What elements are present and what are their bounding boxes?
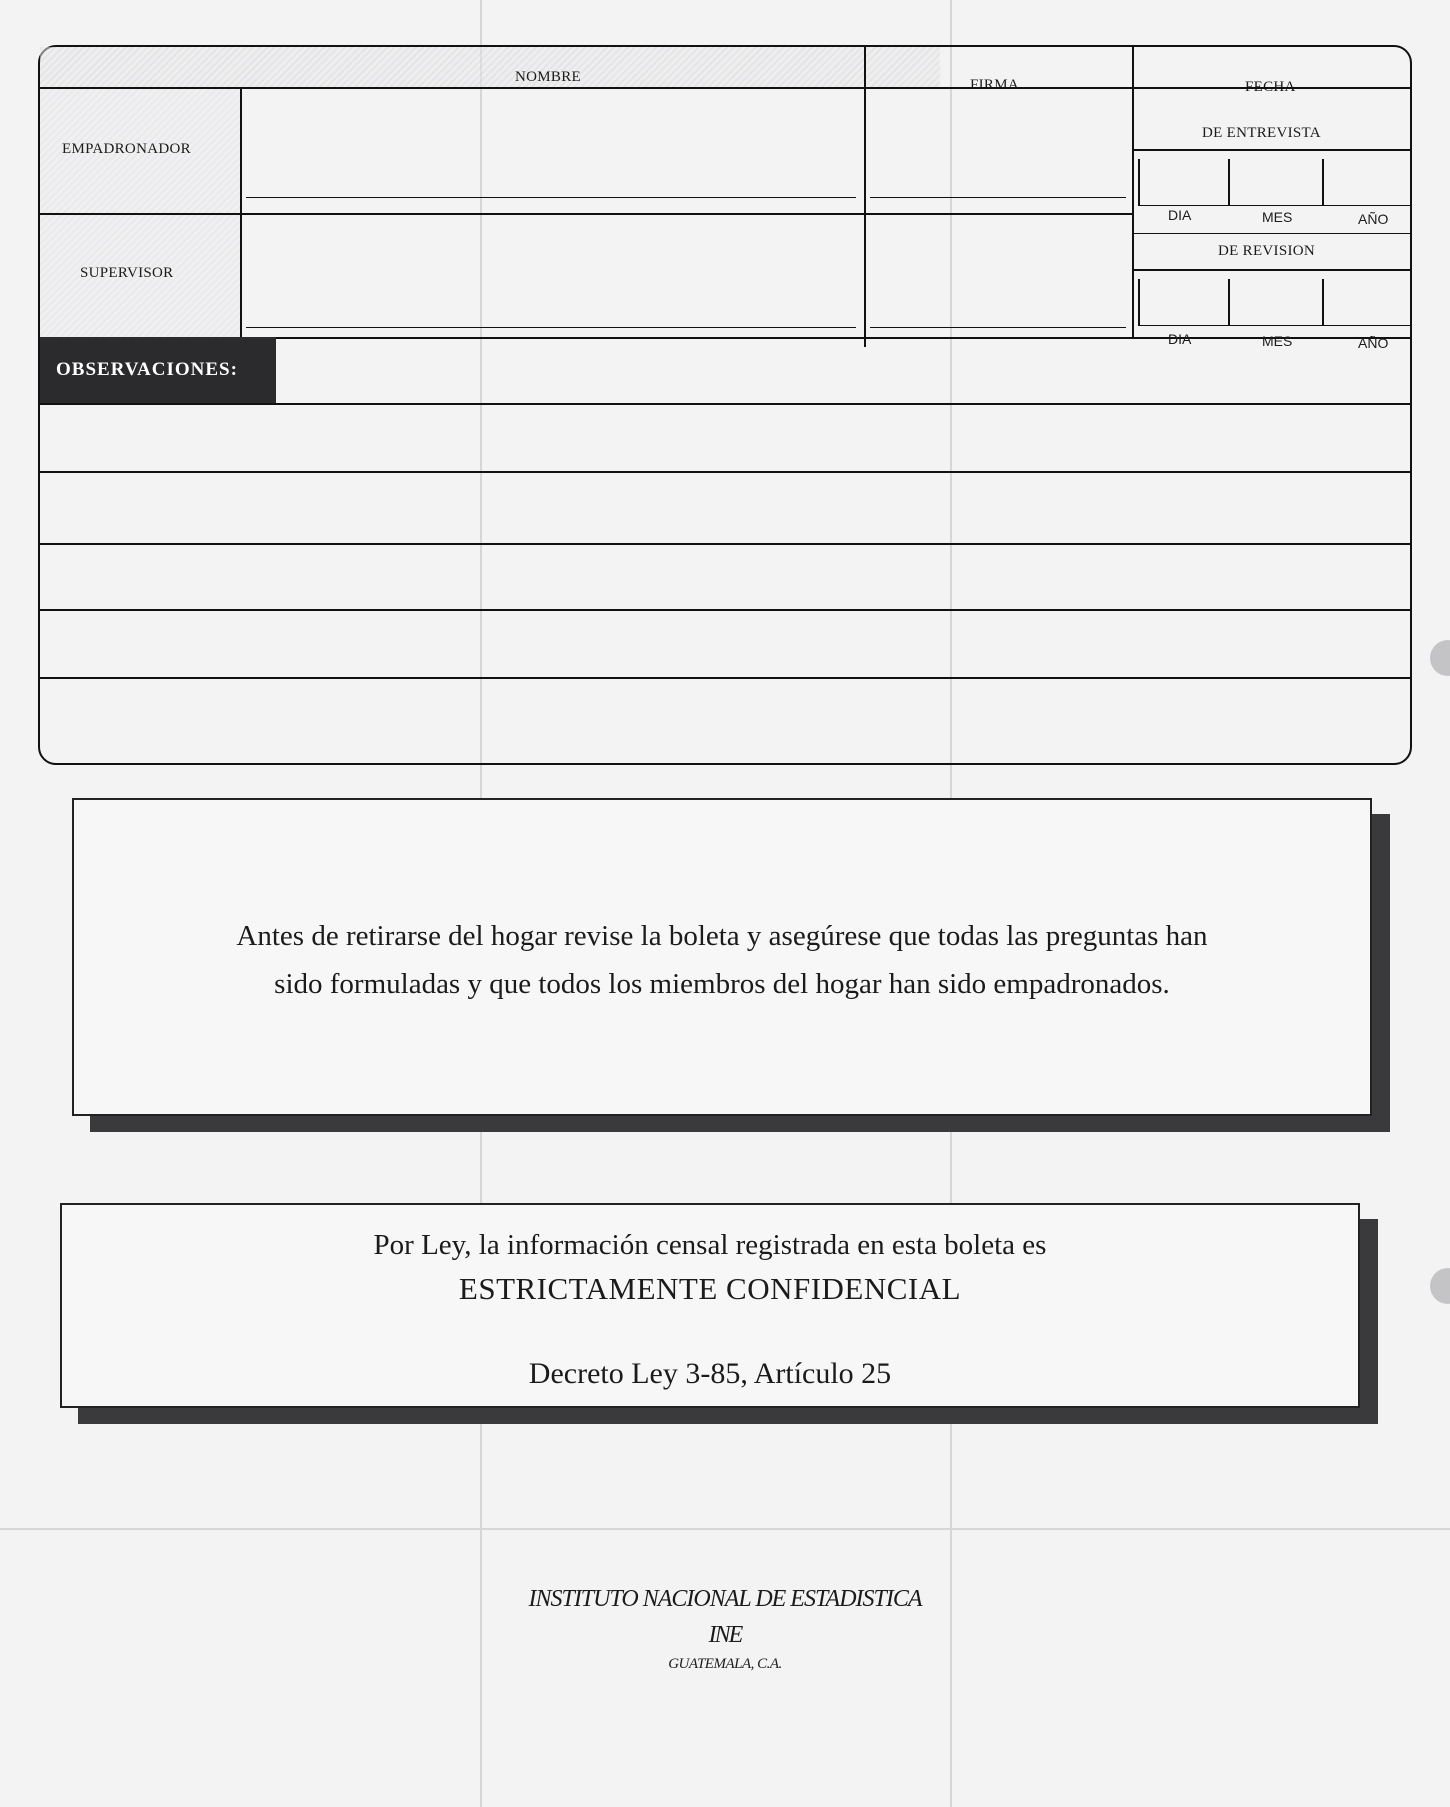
- date-cell-edge: [1228, 159, 1230, 205]
- firma-divider: [1132, 47, 1134, 337]
- entrevista-anio-label: AÑO: [1358, 211, 1389, 227]
- institution-name: INSTITUTO NACIONAL DE ESTADISTICA: [528, 1586, 922, 1612]
- confidentiality-notice: [60, 1203, 1360, 1408]
- enumerator-form: [38, 45, 1412, 765]
- date-rule: [1132, 233, 1410, 234]
- review-notice-line1: Antes de retirarse del hogar revise la boleta y asegúrese que todas las preguntas han: [236, 920, 1208, 952]
- revision-anio-label: AÑO: [1358, 335, 1389, 351]
- nombre-header: NOMBRE: [515, 69, 581, 85]
- date-baseline: [1138, 205, 1410, 206]
- empadronador-signature-line[interactable]: [870, 197, 1126, 198]
- decree-reference: Decreto Ley 3-85, Artículo 25: [528, 1357, 892, 1390]
- observation-line[interactable]: [40, 403, 1412, 405]
- empadronador-label: EMPADRONADOR: [62, 141, 191, 157]
- punch-hole: [1430, 640, 1450, 676]
- date-rule: [1132, 269, 1410, 271]
- punch-hole: [1430, 1268, 1450, 1304]
- date-rule: [1132, 149, 1410, 151]
- institution-acronym: INE: [708, 1622, 742, 1648]
- entrevista-date-title: DE ENTREVISTA: [1202, 125, 1321, 141]
- confidentiality-line1: Por Ley, la información censal registrada en esta boleta es: [373, 1229, 1047, 1261]
- institution-location: GUATEMALA, C.A.: [668, 1656, 782, 1672]
- revision-mes-label: MES: [1262, 333, 1293, 349]
- observation-line[interactable]: [40, 677, 1412, 679]
- supervisor-label: SUPERVISOR: [80, 265, 174, 281]
- observation-line[interactable]: [40, 609, 1412, 611]
- observation-line[interactable]: [40, 543, 1412, 545]
- revision-dia-label: DIA: [1168, 331, 1192, 347]
- date-cell-edge: [1322, 159, 1324, 205]
- entrevista-mes-label: MES: [1262, 209, 1293, 225]
- fecha-header: FECHA: [1245, 79, 1296, 95]
- empadronador-name-line[interactable]: [246, 197, 856, 198]
- date-cell-edge: [1138, 159, 1140, 205]
- review-notice-line2: sido formuladas y que todos los miembros del hogar han sido empadronados.: [274, 968, 1170, 1000]
- entrevista-dia-label: DIA: [1168, 207, 1192, 223]
- firma-header: FIRMA: [970, 77, 1020, 93]
- header-rule: [40, 87, 1410, 89]
- review-notice: [72, 798, 1372, 1116]
- observaciones-label: OBSERVACIONES:: [40, 337, 276, 403]
- observation-line[interactable]: [40, 471, 1412, 473]
- supervisor-name-line[interactable]: [246, 327, 856, 328]
- date-cell-edge: [1322, 279, 1324, 325]
- revision-date-title: DE REVISION: [1218, 243, 1316, 259]
- confidentiality-heading: ESTRICTAMENTE CONFIDENCIAL: [458, 1271, 962, 1306]
- label-divider: [240, 87, 242, 337]
- row-divider: [40, 213, 1132, 215]
- background-rule: [0, 1528, 1450, 1530]
- date-cell-edge: [1138, 279, 1140, 325]
- header-shading: [40, 47, 940, 87]
- supervisor-signature-line[interactable]: [870, 327, 1126, 328]
- label-column-shading: [40, 87, 240, 337]
- nombre-divider: [864, 47, 866, 347]
- date-cell-edge: [1228, 279, 1230, 325]
- date-baseline: [1138, 325, 1410, 326]
